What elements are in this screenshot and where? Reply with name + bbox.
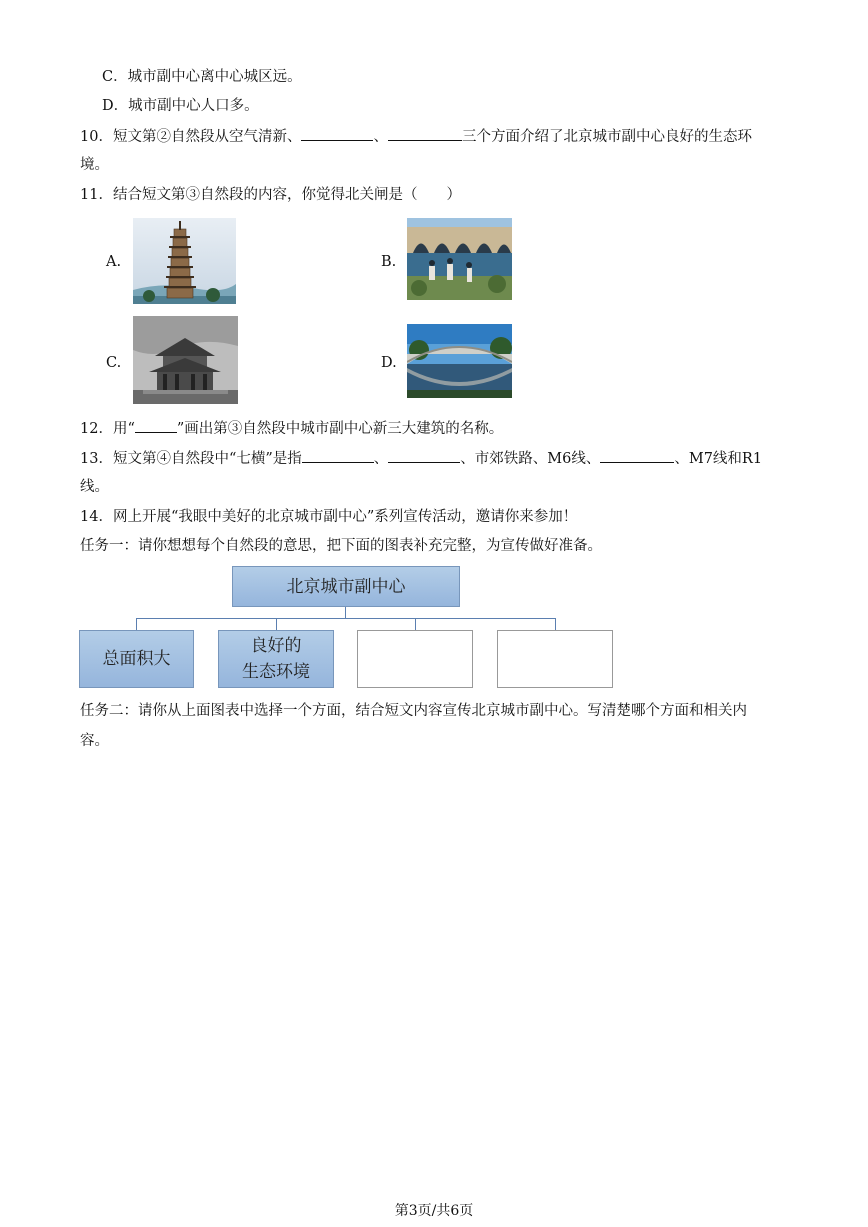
- task-one: 任务一：请你想想每个自然段的意思，把下面的图表补充完整，为宣传做好准备。: [80, 538, 602, 554]
- diagram-connector-3: [415, 618, 416, 630]
- q13-text-d: 、M7线和R1: [674, 451, 763, 467]
- diagram-box-2: [218, 630, 334, 688]
- q12-underline-sample: [135, 418, 177, 433]
- q13-blank-3[interactable]: [600, 448, 674, 463]
- diagram-box-4-answer[interactable]: [497, 630, 613, 688]
- diagram-connector-bar: [136, 618, 556, 619]
- diagram-box-2-line2: 生态环境: [242, 662, 310, 682]
- diagram-box-1: [79, 630, 194, 688]
- question-13: [80, 448, 762, 469]
- diagram-box-1-label: 总面积大: [102, 649, 171, 669]
- stone-arch-bridge-image[interactable]: [407, 218, 512, 300]
- q12-text-a: 12．用“: [80, 421, 135, 437]
- q10-blank-2[interactable]: [388, 126, 462, 141]
- q10-text-b: 、: [373, 129, 388, 145]
- diagram-connector-4: [555, 618, 556, 630]
- q9-option-d: D．城市副中心人口多。: [102, 98, 259, 114]
- q11-option-a-label: A.: [106, 254, 122, 270]
- question-10: [80, 126, 752, 147]
- ancient-pavilion-image[interactable]: [133, 316, 238, 404]
- q11-option-d-label: D.: [381, 355, 397, 371]
- page-number: 第3页/共6页: [394, 1203, 474, 1219]
- question-11: 11．结合短文第③自然段的内容，你觉得北关闸是（ ）: [80, 187, 461, 203]
- q13-text-b: 、: [373, 451, 389, 467]
- q10-text-a: 10．短文第②自然段从空气清新、: [80, 129, 302, 145]
- diagram-connector-1: [136, 618, 137, 630]
- q11-option-c-label: C.: [106, 355, 122, 371]
- question-14: 14．网上开展“我眼中美好的北京城市副中心”系列宣传活动，邀请你来参加！: [80, 509, 578, 525]
- task-two-line1: 任务二：请你从上面图表中选择一个方面，结合短文内容宣传北京城市副中心。写清楚哪个方面和相关内: [80, 703, 747, 719]
- q13-blank-2[interactable]: [388, 448, 460, 463]
- q13-text-a: 13．短文第④自然段中“七横”是指: [80, 451, 302, 467]
- q11-option-b-label: B.: [381, 254, 397, 270]
- diagram-box-2-line1: 良好的: [250, 636, 302, 656]
- question-12: [80, 418, 503, 439]
- q9-option-c: C．城市副中心离中心城区远。: [102, 69, 302, 85]
- q10-blank-1[interactable]: [301, 126, 373, 141]
- diagram-box-3-answer[interactable]: [357, 630, 473, 688]
- task-two-line2: 容。: [80, 733, 109, 749]
- diagram-root-box: [232, 566, 460, 607]
- single-arch-bridge-image[interactable]: [407, 324, 512, 398]
- pagoda-image[interactable]: [133, 218, 236, 304]
- diagram-root-label: 北京城市副中心: [286, 576, 406, 597]
- diagram-connector-2: [276, 618, 277, 630]
- q13-blank-1[interactable]: [302, 448, 374, 463]
- q12-text-b: ”画出第③自然段中城市副中心新三大建筑的名称。: [176, 421, 504, 437]
- q13-text-e: 线。: [80, 479, 109, 495]
- q13-text-c: 、市郊铁路、M6线、: [460, 451, 601, 467]
- q10-text-c: 三个方面介绍了北京城市副中心良好的生态环: [461, 129, 752, 145]
- q10-text-d: 境。: [80, 157, 109, 173]
